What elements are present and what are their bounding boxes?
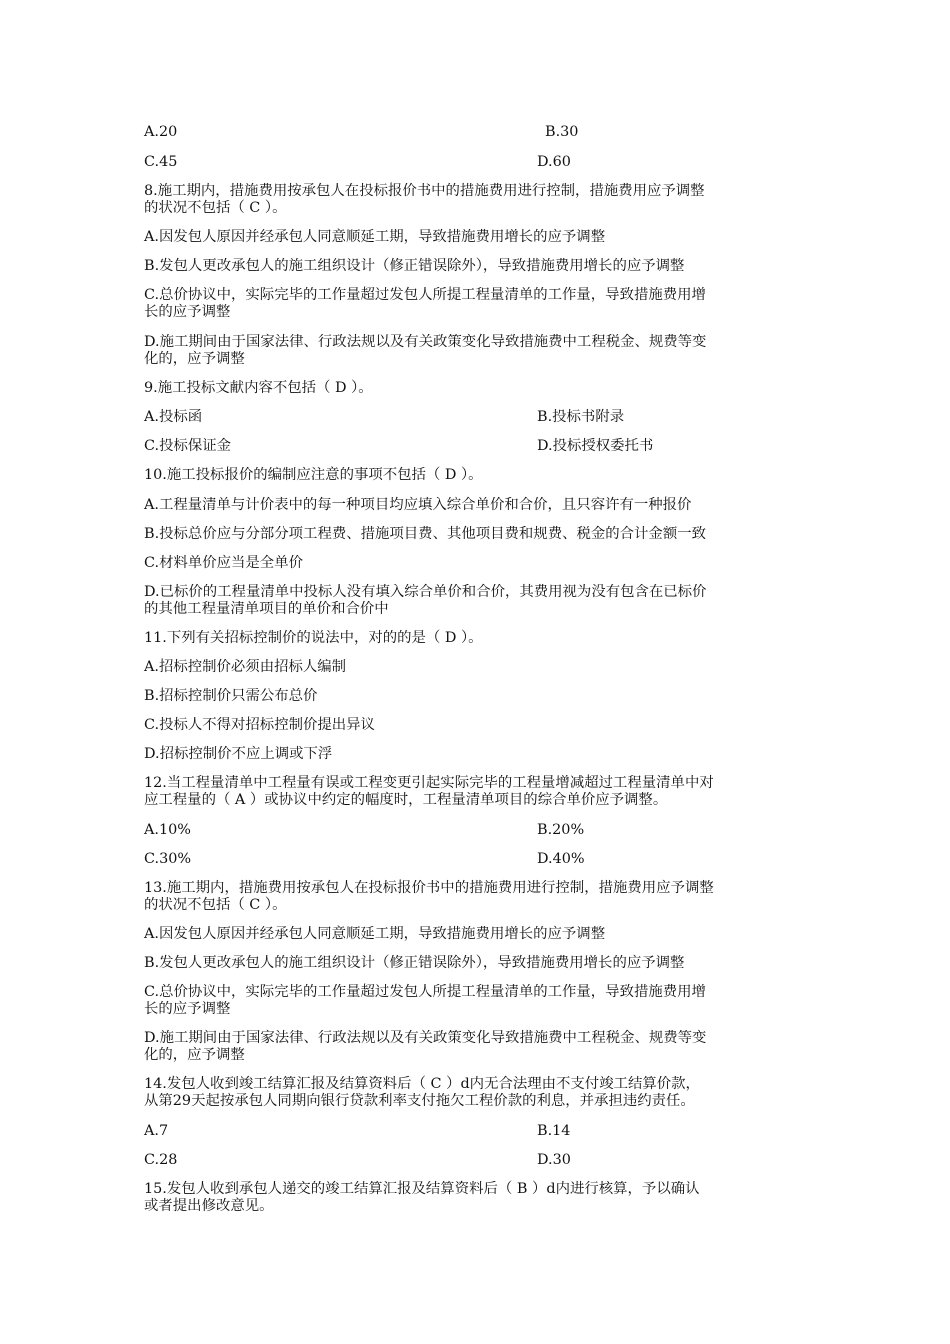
question-13-stem-cont: 的状况不包括（ C ）。 (144, 897, 287, 913)
option-b: B.30 (545, 124, 579, 140)
option-d-cont: 化的，应予调整 (144, 1047, 245, 1063)
question-14-stem-cont: 从第29天起按承包人同期向银行贷款利率支付拖欠工程价款的利息，并承担违约责任。 (144, 1093, 695, 1109)
option-a: A.因发包人原因并经承包人同意顺延工期，导致措施费用增长的应予调整 (144, 926, 606, 942)
option-a: A.招标控制价必须由招标人编制 (144, 659, 347, 675)
option-b: B.发包人更改承包人的施工组织设计（修正错误除外），导致措施费用增长的应予调整 (144, 258, 685, 274)
option-b: B.投标书附录 (537, 409, 625, 425)
option-c: C.材料单价应当是全单价 (144, 555, 303, 571)
option-d: D.施工期间由于国家法律、行政法规以及有关政策变化导致措施费中工程税金、规费等变 (144, 1030, 707, 1046)
question-12-stem-cont: 应工程量的（ A ）或协议中约定的幅度时，工程量清单项目的综合单价应予调整。 (144, 792, 668, 808)
option-c: C.投标人不得对招标控制价提出异议 (144, 717, 375, 733)
question-9-stem: 9.施工投标文献内容不包括（ D ）。 (144, 380, 373, 396)
question-12-stem: 12.当工程量清单中工程量有误或工程变更引起实际完毕的工程量增减超过工程量清单中对 (144, 775, 714, 791)
question-14-stem: 14.发包人收到竣工结算汇报及结算资料后（ C ）d内无合法理由不支付竣工结算价款， (144, 1076, 700, 1092)
option-b: B.20% (537, 822, 585, 838)
question-11-stem: 11.下列有关招标控制价的说法中，对的的是（ D ）。 (144, 630, 483, 646)
option-c: C.总价协议中，实际完毕的工作量超过发包人所提工程量清单的工作量，导致措施费用增 (144, 287, 706, 303)
option-c: C.投标保证金 (144, 438, 232, 454)
option-d: D.30 (537, 1152, 571, 1168)
question-13-stem: 13.施工期内，措施费用按承包人在投标报价书中的措施费用进行控制，措施费用应予调整 (144, 880, 714, 896)
option-a: A.因发包人原因并经承包人同意顺延工期，导致措施费用增长的应予调整 (144, 229, 606, 245)
option-a: A.10% (144, 822, 191, 838)
question-8-stem: 8.施工期内，措施费用按承包人在投标报价书中的措施费用进行控制，措施费用应予调整 (144, 183, 705, 199)
option-c-cont: 长的应予调整 (144, 1001, 231, 1017)
option-b: B.招标控制价只需公布总价 (144, 688, 318, 704)
option-d-cont: 化的，应予调整 (144, 351, 245, 367)
option-a: A.工程量清单与计价表中的每一种项目均应填入综合单价和合价，且只容许有一种报价 (144, 497, 692, 513)
option-c: C.45 (144, 154, 178, 170)
option-a: A.7 (144, 1123, 169, 1139)
option-c: C.28 (144, 1152, 178, 1168)
option-d: D.施工期间由于国家法律、行政法规以及有关政策变化导致措施费中工程税金、规费等变 (144, 334, 707, 350)
question-15-stem-cont: 或者提出修改意见。 (144, 1198, 274, 1214)
option-a: A.20 (144, 124, 178, 140)
option-a: A.投标函 (144, 409, 203, 425)
option-b: B.发包人更改承包人的施工组织设计（修正错误除外），导致措施费用增长的应予调整 (144, 955, 685, 971)
option-c-cont: 长的应予调整 (144, 304, 231, 320)
option-d-cont: 的其他工程量清单项目的单价和合价中 (144, 601, 389, 617)
option-d: D.60 (537, 154, 571, 170)
question-10-stem: 10.施工投标报价的编制应注意的事项不包括（ D ）。 (144, 467, 483, 483)
option-d: D.投标授权委托书 (537, 438, 654, 454)
option-d: D.40% (537, 851, 585, 867)
option-c: C.总价协议中，实际完毕的工作量超过发包人所提工程量清单的工作量，导致措施费用增 (144, 984, 706, 1000)
option-d: D.招标控制价不应上调或下浮 (144, 746, 333, 762)
question-8-stem-cont: 的状况不包括（ C ）。 (144, 200, 287, 216)
option-b: B.投标总价应与分部分项工程费、措施项目费、其他项目费和规费、税金的合计金额一致 (144, 526, 706, 542)
option-b: B.14 (537, 1123, 571, 1139)
question-15-stem: 15.发包人收到承包人递交的竣工结算汇报及结算资料后（ B ）d内进行核算，予以确认 (144, 1181, 700, 1197)
option-d: D.已标价的工程量清单中投标人没有填入综合单价和合价，其费用视为没有包含在已标价 (144, 584, 707, 600)
option-c: C.30% (144, 851, 192, 867)
